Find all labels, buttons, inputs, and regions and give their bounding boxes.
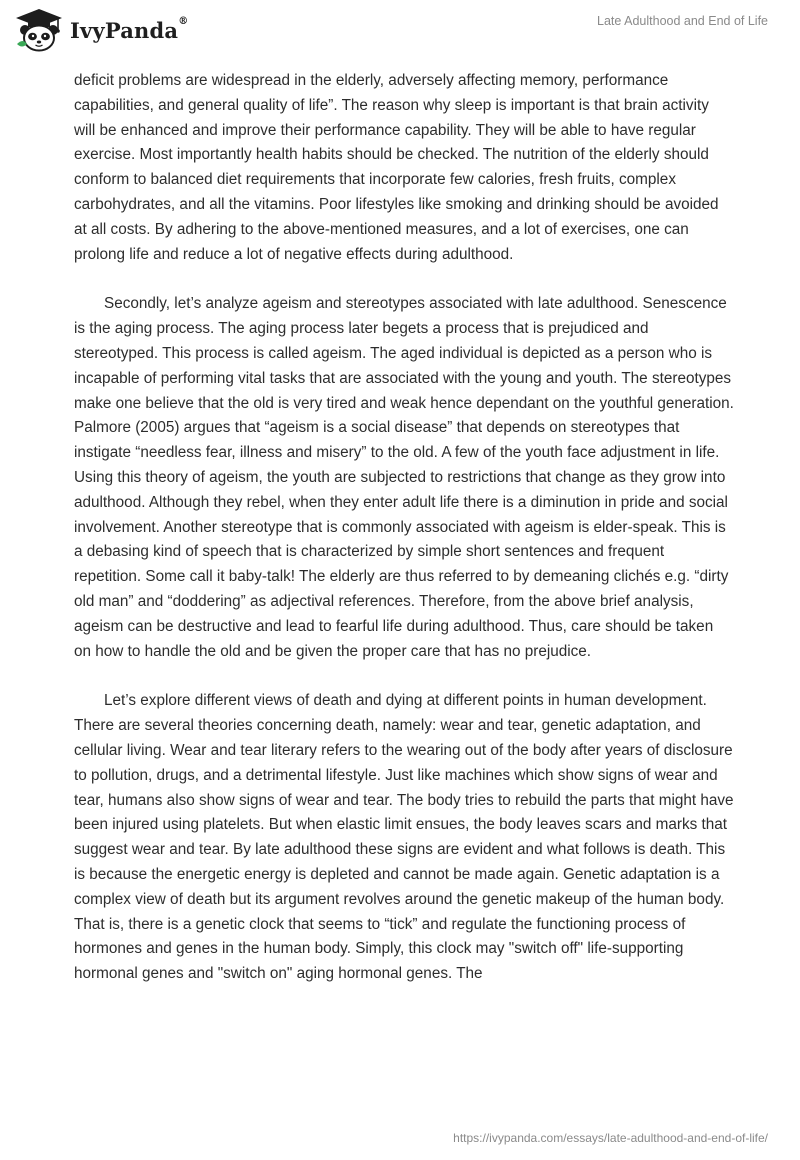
brand-name: IvyPanda® (70, 15, 189, 43)
ivypanda-logo[interactable] (14, 8, 188, 52)
panda-graduate-icon (14, 8, 64, 52)
page-header (0, 0, 800, 62)
essay-body (74, 69, 734, 1012)
paragraph-1: deficit problems are widespread in the elderly, adversely affecting memory, performance capabilities, and general quality of life”. The reason why sleep is important is that brain activity will be enhanced and improve their performance capability. They will be able to have regular exercise. Most importantly health habits should be checked. The nutrition of the elderly should conform to balanced diet requirements that incorporate few calories, fresh fruits, complex carbohydrates, and all the vitamins. Poor lifestyles like smoking and drinking should be avoided at all costs. By adhering to the above-mentioned measures, and a lot of exercises, one can prolong life and reduce a lot of negative effects during adulthood. (74, 72, 719, 263)
document-title: Late Adulthood and End of Life (597, 14, 768, 28)
source-url-link[interactable]: https://ivypanda.com/essays/late-adulthood-and-end-of-life/ (453, 1131, 768, 1145)
paragraph-3: Let’s explore different views of death and dying at different points in human development. There are several theories concerning death, namely: wear and tear, genetic adaptation, and cellular living. Wear and tear literary refers to the wearing out of the body after years of disclosure to pollution, drugs, and a detrimental lifestyle. Just like machines which show signs of wear and tear, humans also show signs of wear and tear. The body tries to rebuild the parts that might have been injured using platelets. But when elastic limit ensues, the body leaves scars and marks that suggest wear and tear. By late adulthood these signs are evident and what follows is death. This is because the energetic energy is depleted and cannot be made again. Genetic adaptation is a complex view of death but its argument revolves around the genetic makeup of the human body. That is, there is a genetic clock that seems to “tick” and regulate the functioning process of hormones and genes in the human body. Simply, this clock may "switch off" life-supporting hormonal genes and "switch on" aging hormonal genes. The (74, 692, 734, 983)
paragraph-2: Secondly, let’s analyze ageism and stereotypes associated with late adulthood. Senescence is the aging process. The aging process later begets a process that is prejudiced and stereotyped. This process is called ageism. The aged individual is depicted as a person who is incapable of performing vital tasks that are associated with the young and youth. The stereotypes make one believe that the old is very tired and weak hence dependant on the youthful generation. Palmore (2005) argues that “ageism is a social disease” that depends on stereotypes that instigate “needless fear, illness and misery” to the old. A few of the youth face adjustment in life. Using this theory of ageism, the youth are subjected to restrictions that change as they grow into adulthood. Although they rebel, when they enter adult life there is a diminution in pride and social involvement. Another stereotype that is commonly associated with ageism is elder-speak. This is a debasing kind of speech that is characterized by simple short sentences and frequent repetition. Some call it baby-talk! The elderly are thus referred to by demeaning clichés e.g. “dirty old man” and “doddering” as adjectival references. Therefore, from the above brief analysis, ageism can be destructive and lead to fearful life during adulthood. Thus, care should be taken on how to handle the old and be given the proper care that has no prejudice. (74, 295, 734, 660)
